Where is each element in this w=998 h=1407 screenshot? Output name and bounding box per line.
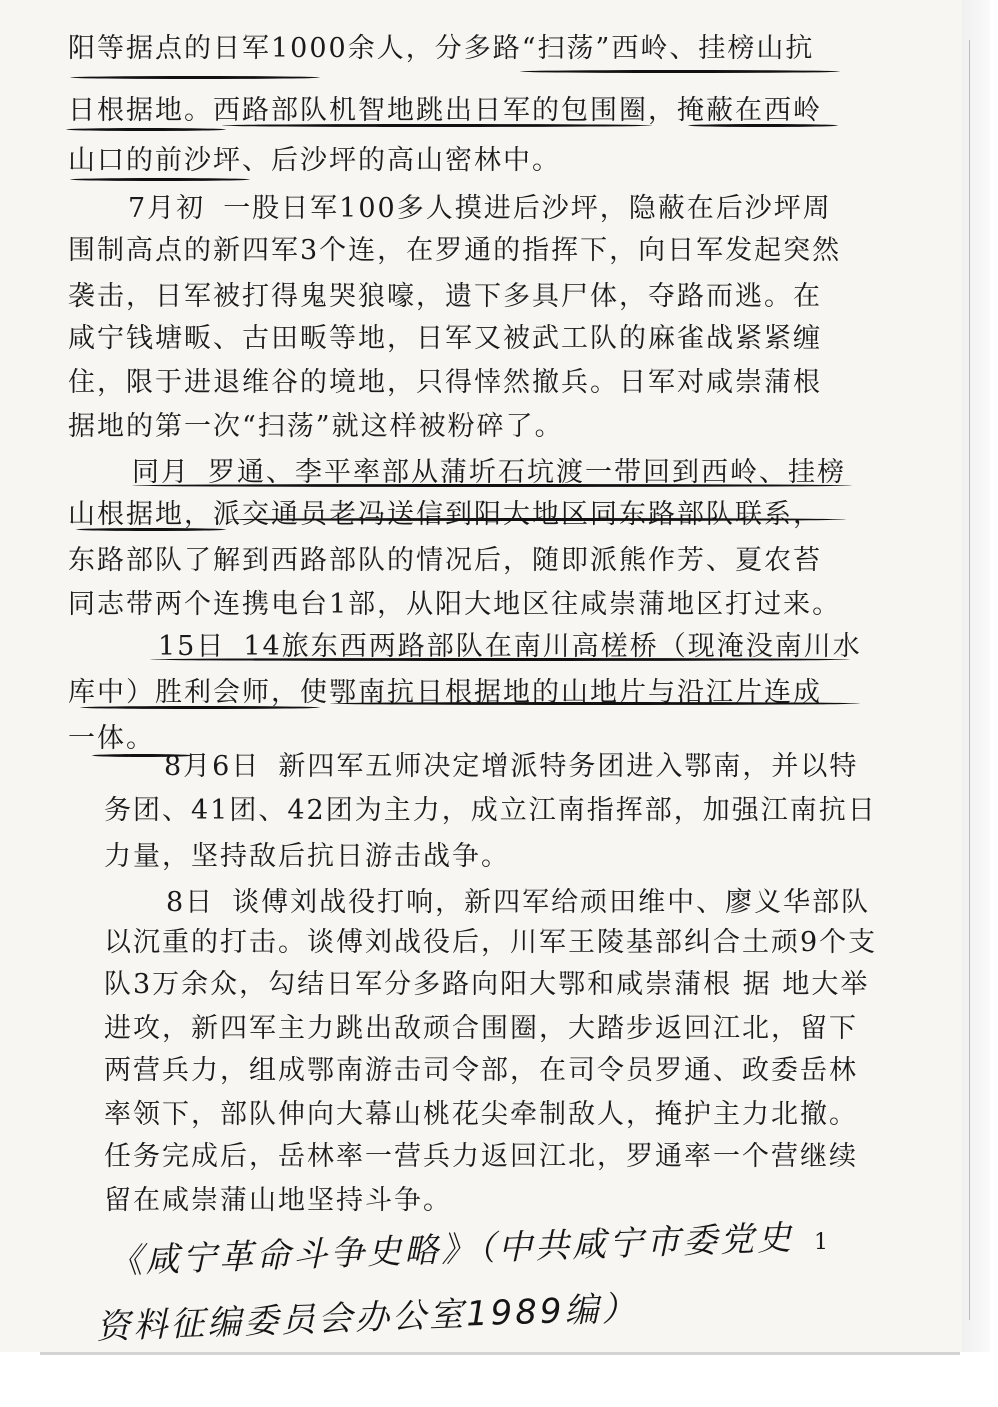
body-line: 围制高点的新四军3个连，在罗通的指挥下，向日军发起突然 <box>68 235 842 266</box>
entry-date: 8日 <box>166 887 215 918</box>
entry-date: 15日 <box>158 631 226 662</box>
body-line: 力量，坚持敌后抗日游击战争。 <box>104 841 510 872</box>
body-line: 同志带两个连携电台1部，从阳大地区往咸崇蒲地区打过来。 <box>68 589 842 620</box>
page-bottom-edge <box>0 1352 998 1407</box>
handwritten-underline <box>80 706 320 709</box>
body-line: 率领下，部队伸向大幕山桃花尖牵制敌人，掩护主力北撤。 <box>104 1099 858 1130</box>
body-line: 山根据地，派交通员老冯送信到阳大地区同东路部队联系， <box>68 499 822 530</box>
body-line: 库中）胜利会师，使鄂南抗日根据地的山地片与沿江片连成 <box>68 677 822 708</box>
entry-line <box>166 884 870 922</box>
body-line: 东路部队了解到西路部队的情况后，随即派熊作芳、夏农苔 <box>68 545 822 576</box>
handwritten-underline <box>688 124 838 127</box>
body-line: 咸宁钱塘畈、古田畈等地，日军又被武工队的麻雀战紧紧缠 <box>68 323 822 354</box>
body-line: 任务完成后，岳林率一营兵力返回江北，罗通率一个营继续 <box>104 1141 858 1172</box>
entry-date: 同月 <box>132 457 190 488</box>
body-line: 阳等据点的日军1000余人，分多路“扫荡”西岭、挂榜山抗 <box>68 33 815 64</box>
body-text: 谈傅刘战役打响，新四军给顽田维中、廖义华部队 <box>232 887 871 918</box>
body-line: 据地的第一次“扫荡”就这样被粉碎了。 <box>68 411 564 442</box>
body-line: 袭击，日军被打得鬼哭狼嚎，遗下多具尸体，夺路而逃。在 <box>68 281 822 312</box>
body-line: 一体。 <box>68 723 155 754</box>
handwritten-underline <box>226 518 846 521</box>
body-line: 进攻，新四军主力跳出敌顽合围圈，大踏步返回江北，留下 <box>104 1013 858 1044</box>
entry-line <box>128 190 832 228</box>
body-line: 留在咸崇蒲山地坚持斗争。 <box>104 1185 452 1216</box>
handwritten-underline <box>70 178 250 181</box>
handwritten-underline <box>132 484 852 487</box>
handwritten-underline <box>70 76 320 79</box>
body-line: 住，限于进退维谷的境地，只得悻然撤兵。日军对咸崇蒲根 <box>68 367 822 398</box>
handwritten-underline <box>330 702 860 705</box>
body-text: 14旅东西两路部队在南川高槎桥（现淹没南川水 <box>243 631 862 662</box>
entry-date: 8月6日 <box>164 751 261 782</box>
page-number: 1 <box>814 1230 828 1255</box>
handwritten-underline <box>92 754 192 757</box>
body-text: 新四军五师决定增派特务团进入鄂南，并以特 <box>278 751 859 782</box>
body-line: 山口的前沙坪、后沙坪的高山密林中。 <box>68 145 561 176</box>
entry-line <box>164 748 858 786</box>
body-line: 两营兵力，组成鄂南游击司令部，在司令员罗通、政委岳林 <box>104 1055 858 1086</box>
handwritten-underline <box>66 128 226 131</box>
handwritten-citation-line-1: 《咸宁革命斗争史略》（中共咸宁市委党史 <box>107 1218 795 1282</box>
handwritten-citation-line-2: 资料征编委员会办公室1989编） <box>95 1288 640 1348</box>
handwritten-underline <box>520 70 840 73</box>
body-line: 务团、41团、42团为主力，成立江南指挥部，加强江南抗日 <box>104 795 877 826</box>
body-line: 队3万余众，勾结日军分多路向阳大鄂和咸崇蒲根 据 地大举 <box>104 969 870 1000</box>
body-line: 以沉重的打击。谈傅刘战役后，川军王陵基部纠合土顽9个支 <box>104 927 878 958</box>
entry-date: 7月初 <box>128 193 206 224</box>
body-text: 一股日军100多人摸进后沙坪，隐蔽在后沙坪周 <box>223 193 832 224</box>
handwritten-underline <box>222 124 652 127</box>
body-line: 日根据地。西路部队机智地跳出日军的包围圈，掩蔽在西岭 <box>68 95 822 126</box>
handwritten-underline <box>150 658 850 661</box>
handwritten-underline <box>76 528 226 531</box>
binding-edge <box>962 0 990 1407</box>
body-text: 罗通、李平率部从蒲圻石坑渡一带回到西岭、挂榜 <box>208 457 846 488</box>
